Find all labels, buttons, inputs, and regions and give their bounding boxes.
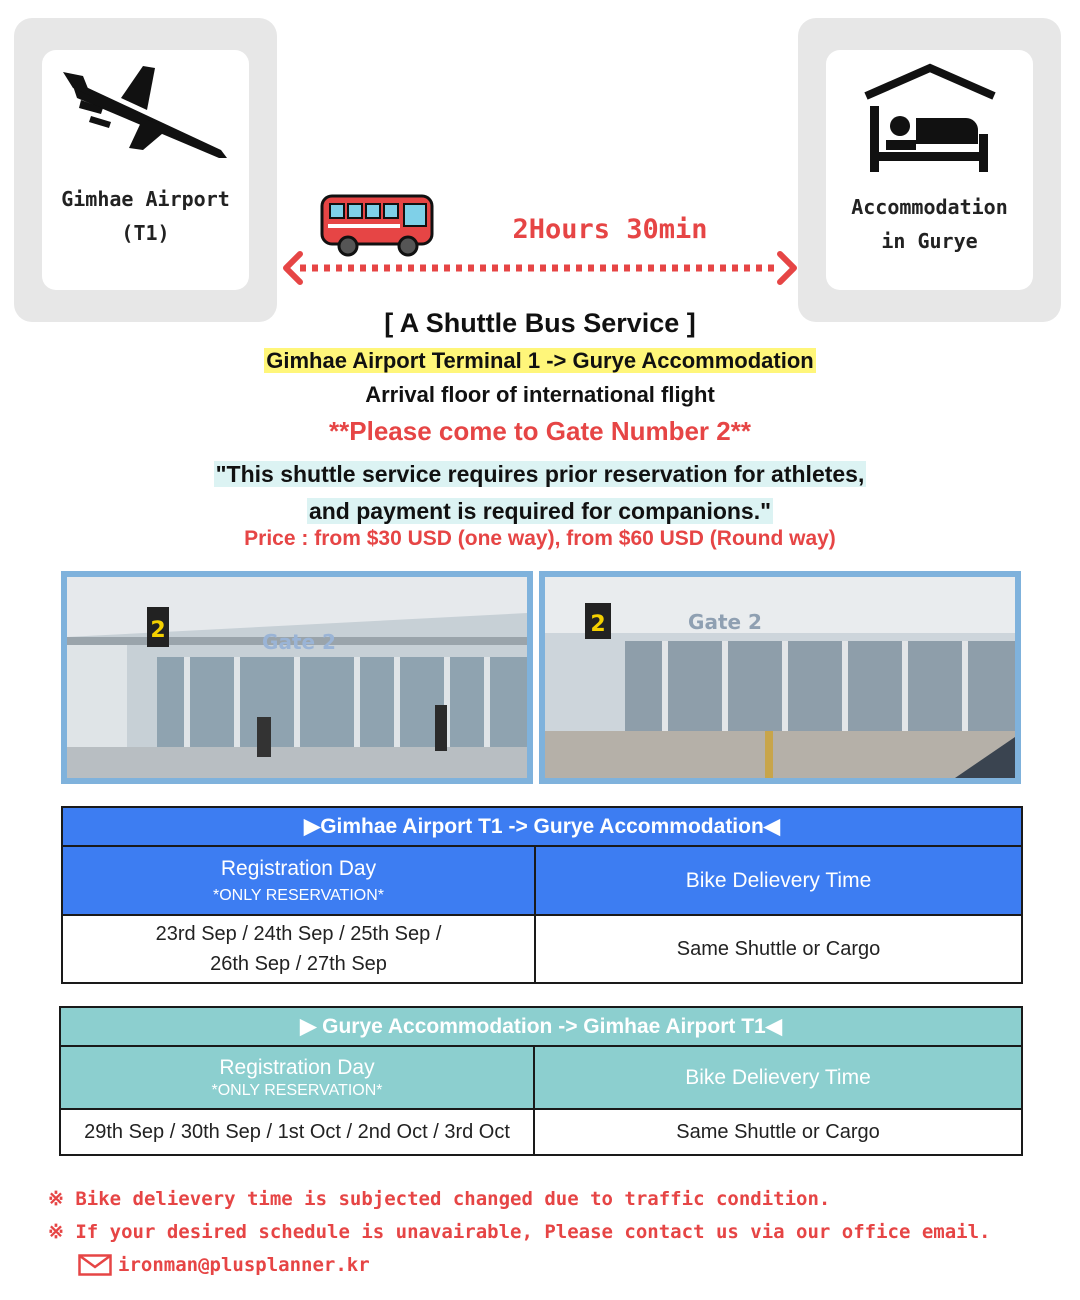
table1-days-line1: 23rd Sep / 24th Sep / 25th Sep / — [155, 923, 442, 945]
email-row — [78, 1254, 370, 1276]
table1-reservation-note: *ONLY RESERVATION* — [212, 886, 384, 904]
gate-photo-2 — [539, 571, 1021, 784]
bed-icon — [860, 62, 1000, 174]
table2-col-registration-label: Registration Day — [219, 1055, 375, 1079]
photo2-gate-sign: Gate 2 — [688, 610, 762, 634]
table2-days: 29th Sep / 30th Sep / 1st Oct / 2nd Oct / 3rd Oct — [60, 1109, 534, 1155]
table1-col-registration-label: Registration Day — [220, 856, 377, 880]
table2-delivery: Same Shuttle or Cargo — [534, 1109, 1022, 1155]
travel-duration: 2Hours 30min — [512, 214, 708, 245]
note-traffic: ※ Bike delievery time is subjected changed due to traffic condition. — [48, 1188, 831, 1210]
destination-card-inner — [826, 50, 1033, 290]
reservation-notice-line1: "This shuttle service requires prior reservation for athletes, — [215, 461, 865, 487]
table1-days — [62, 915, 535, 983]
table1-col-delivery: Bike Delievery Time — [535, 846, 1022, 915]
destination-name: Accommodation — [851, 195, 1008, 219]
price-info: Price : from $30 USD (one way), from $60 USD (Round way) — [244, 527, 836, 550]
service-title: [ A Shuttle Bus Service ] — [384, 308, 696, 338]
reservation-notice-line2: and payment is required for companions." — [308, 498, 772, 524]
route-line: Gimhae Airport Terminal 1 -> Gurye Accommodation — [266, 348, 814, 373]
reservation-notice — [0, 456, 1080, 530]
table2-reservation-note: *ONLY RESERVATION* — [211, 1081, 383, 1099]
table1-days-line2: 26th Sep / 27th Sep — [210, 953, 387, 975]
airplane-icon — [51, 58, 241, 168]
photo1-pillar-number: 2 — [150, 618, 166, 643]
schedule-table-outbound — [61, 806, 1023, 984]
table1-title: ▶Gimhae Airport T1 -> Gurye Accommodation◀ — [62, 807, 1022, 846]
route-line-wrap — [0, 348, 1080, 374]
photo1-gate-sign: Gate 2 — [262, 630, 336, 654]
photo2-pillar-number: 2 — [590, 612, 606, 637]
contact-email[interactable]: ironman@plusplanner.kr — [118, 1254, 370, 1276]
arrival-floor: Arrival floor of international flight — [365, 382, 715, 407]
table2-title: ▶ Gurye Accommodation -> Gimhae Airport T1◀ — [60, 1007, 1022, 1046]
mail-icon — [78, 1254, 112, 1276]
note-contact: ※ If your desired schedule is unavairable, Please contact us via our office email. — [48, 1221, 991, 1243]
gate-notice: **Please come to Gate Number 2** — [329, 416, 751, 446]
origin-card-inner — [42, 50, 249, 290]
table2-col-delivery: Bike Delievery Time — [534, 1046, 1022, 1109]
table1-col-registration — [62, 846, 535, 915]
table1-delivery: Same Shuttle or Cargo — [535, 915, 1022, 983]
destination-area: in Gurye — [881, 229, 978, 253]
origin-terminal: (T1) — [121, 221, 170, 245]
origin-name: Gimhae Airport — [61, 187, 230, 211]
route-arrow — [280, 248, 800, 288]
schedule-table-return — [59, 1006, 1023, 1156]
gate-photo-1 — [61, 571, 533, 784]
table2-col-registration — [60, 1046, 534, 1109]
